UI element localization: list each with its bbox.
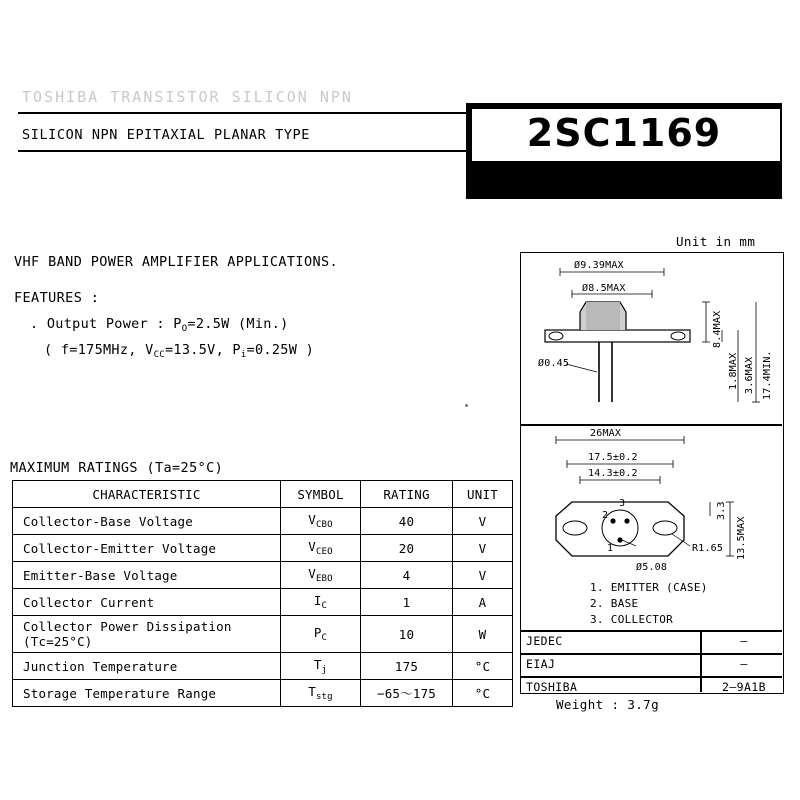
dim-b2: 17.5±0.2 [588, 452, 638, 463]
cell-unit: V [453, 508, 513, 535]
dim-d3: Ø0.45 [538, 358, 570, 369]
symbol-base: T [313, 657, 322, 672]
cell-unit: W [453, 616, 513, 653]
symbol-base: P [313, 625, 322, 640]
pin-number-1: 1 [607, 543, 614, 554]
cell-unit: °C [453, 680, 513, 707]
cell-characteristic-line1: Collector Power Dissipation [23, 619, 232, 634]
part-number: 2SC1169 [526, 111, 722, 155]
cell-rating: 1 [361, 589, 453, 616]
pin-item-3: 3. COLLECTOR [590, 613, 674, 626]
cell-rating: 40 [361, 508, 453, 535]
dim-b5: 13.5MAX [736, 516, 747, 560]
symbol-sub: CBO [315, 520, 333, 530]
application-line: VHF BAND POWER AMPLIFIER APPLICATIONS. [14, 254, 339, 270]
feature-2-sub2: i [240, 350, 247, 360]
cell-characteristic-line2: (Tc=25°C) [23, 634, 93, 649]
symbol-sub: j [321, 665, 328, 675]
cell-rating: 10 [361, 616, 453, 653]
cell-characteristic: Collector-Base Voltage [13, 508, 281, 535]
cell-characteristic: Emitter-Base Voltage [13, 562, 281, 589]
pin-number-3: 3 [619, 498, 626, 509]
dim-d2: Ø8.5MAX [582, 283, 626, 294]
feature-1-prefix: . Output Power : P [30, 316, 182, 332]
pin-item-2: 2. BASE [590, 597, 639, 610]
header-subtitle: SILICON NPN EPITAXIAL PLANAR TYPE [22, 127, 311, 143]
dim-b7: Ø5.08 [636, 562, 668, 573]
symbol-base: V [308, 539, 316, 554]
pkg-label-toshiba: TOSHIBA [526, 680, 578, 694]
pkg-value-toshiba: 2–9A1B [722, 680, 766, 694]
th-characteristic: CHARACTERISTIC [13, 481, 281, 508]
feature-2-mid: =13.5V, P [165, 342, 241, 358]
pin-item-1: 1. EMITTER (CASE) [590, 581, 708, 594]
cell-unit: V [453, 562, 513, 589]
pkg-label-eiaj: EIAJ [526, 657, 556, 671]
cell-characteristic: Storage Temperature Range [13, 680, 281, 707]
cell-rating: 4 [361, 562, 453, 589]
symbol-base: V [308, 566, 316, 581]
cell-unit: A [453, 589, 513, 616]
feature-1-sub: O [181, 324, 188, 334]
pkg-label-jedec: JEDEC [526, 634, 563, 648]
symbol-sub: C [321, 633, 328, 643]
weight-label: Weight : 3.7g [556, 697, 660, 712]
cell-unit: °C [453, 653, 513, 680]
feature-1-rest: =2.5W (Min.) [187, 316, 289, 332]
features-title: FEATURES : [14, 290, 100, 306]
cell-rating: 20 [361, 535, 453, 562]
dim-d1: Ø9.39MAX [574, 260, 624, 271]
symbol-base: T [308, 684, 316, 699]
dim-b1: 26MAX [590, 428, 622, 439]
dim-b3: 14.3±0.2 [588, 468, 638, 479]
cell-unit: V [453, 535, 513, 562]
faded-header-text: TOSHIBA TRANSISTOR SILICON NPN [22, 88, 353, 106]
cell-rating: 175 [361, 653, 453, 680]
symbol-sub: CEO [315, 547, 333, 557]
pkg-value-eiaj: — [740, 657, 748, 671]
dim-b6: R1.65 [692, 543, 724, 554]
feature-2-sub1: CC [153, 350, 165, 360]
ratings-title-pre: MAXIMUM RATINGS (Ta=25 [10, 460, 198, 476]
symbol-base: V [308, 512, 316, 527]
pin-assignment-list [590, 580, 708, 628]
cell-rating: −65～175 [361, 680, 453, 707]
symbol-base: I [313, 593, 322, 608]
cell-characteristic: Collector-Emitter Voltage [13, 535, 281, 562]
ratings-title-deg: °C) [197, 460, 224, 476]
dim-v4: 17.4MIN. [762, 350, 773, 400]
unit-label: Unit in mm [676, 234, 756, 249]
dim-b4: 3.3 [716, 501, 727, 520]
dim-v1: 8.4MAX [712, 310, 723, 348]
th-rating: RATING [361, 481, 453, 508]
cell-characteristic: Junction Temperature [13, 653, 281, 680]
feature-2-rest: =0.25W ) [246, 342, 314, 358]
symbol-sub: EBO [315, 574, 333, 584]
cell-characteristic: Collector Current [13, 589, 281, 616]
th-unit: UNIT [453, 481, 513, 508]
dim-v2: 1.8MAX [728, 352, 739, 390]
pkg-value-jedec: — [740, 634, 748, 648]
feature-2-prefix: ( f=175MHz, V [44, 342, 154, 358]
th-symbol: SYMBOL [281, 481, 361, 508]
dim-v3: 3.6MAX [744, 356, 755, 394]
symbol-sub: stg [315, 692, 333, 702]
pin-number-2: 2 [602, 510, 609, 521]
symbol-sub: C [321, 601, 328, 611]
